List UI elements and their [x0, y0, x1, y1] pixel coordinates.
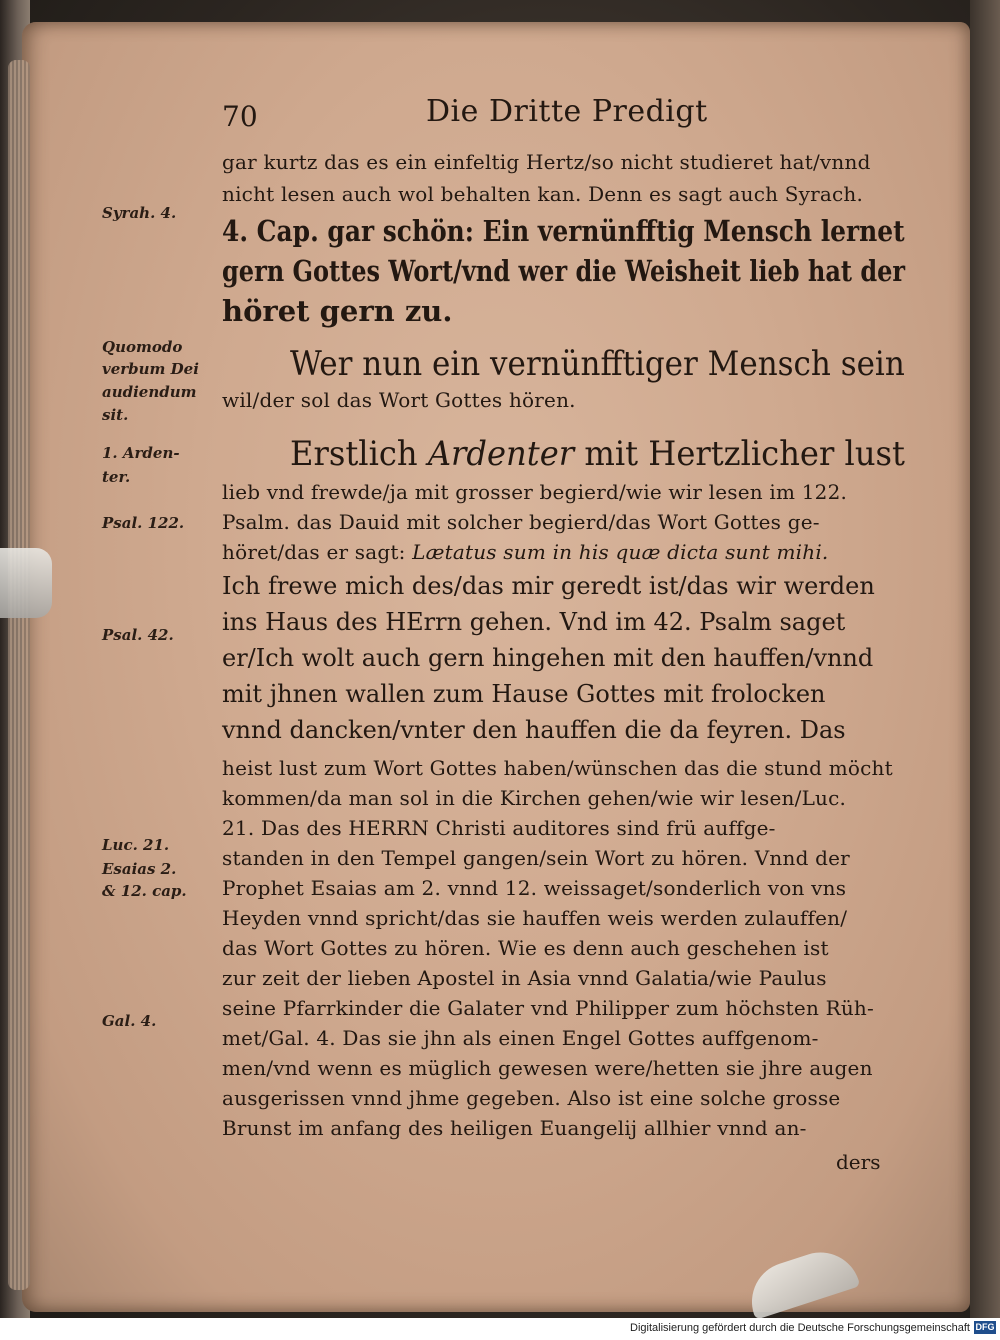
- text-line: nicht lesen auch wol behalten kan. Denn es sagt auch Syrach.: [222, 182, 864, 206]
- margin-note: audiendum: [102, 383, 197, 401]
- margin-note: Quomodo: [102, 338, 183, 356]
- text-line: er/Ich wolt auch gern hingehen mit den hauffen/vnnd: [222, 644, 874, 672]
- text-line: 21. Das des HERRN Christi auditores sind frü auffge-: [222, 816, 776, 840]
- margin-note: Luc. 21.: [102, 836, 170, 854]
- text-line: wil/der sol das Wort Gottes hören.: [222, 388, 576, 412]
- text-line: mit jhnen wallen zum Hause Gottes mit frolocken: [222, 680, 826, 708]
- dfg-logo-icon: DFG: [975, 1322, 995, 1332]
- text-line: standen in den Tempel gangen/sein Wort zu hören. Vnnd der: [222, 846, 850, 870]
- text-line: das Wort Gottes zu hören. Wie es denn auch geschehen ist: [222, 936, 829, 960]
- text-line: Ich frewe mich des/das mir geredt ist/das wir werden: [222, 572, 875, 600]
- text-line: ins Haus des HErrn gehen. Vnd im 42. Psalm saget: [222, 608, 846, 636]
- latin-word: Ardenter: [427, 434, 575, 474]
- margin-note: Esaias 2.: [102, 860, 177, 878]
- text-line: men/vnd wenn es müglich gewesen were/hetten sie jhre augen: [222, 1056, 873, 1080]
- text-line: lieb vnd frewde/ja mit grosser begierd/wie wir lesen im 122.: [222, 480, 848, 504]
- text-line: gar kurtz das es ein einfeltig Hertz/so nicht studieret hat/vnnd: [222, 150, 871, 174]
- margin-note: ter.: [102, 468, 131, 486]
- text-line: Prophet Esaias am 2. vnnd 12. weissaget/sonderlich von vns: [222, 876, 847, 900]
- text-line: Wer nun ein vernünfftiger Mensch sein: [290, 344, 905, 384]
- text-line: 4. Cap. gar schön: Ein vernünfftig Mensch lernet: [222, 214, 905, 248]
- text-line: Psalm. das Dauid mit solcher begierd/das Wort Gottes ge-: [222, 510, 820, 534]
- catchword: ders: [836, 1150, 881, 1174]
- book-right-edge: [970, 0, 1000, 1318]
- clamp-left: [0, 548, 52, 618]
- margin-note: Psal. 42.: [102, 626, 174, 644]
- text-line: Heyden vnnd spricht/das sie hauffen weis werden zulauffen/: [222, 906, 848, 930]
- margin-note: sit.: [102, 406, 129, 424]
- text-line: ausgerissen vnnd jhme gegeben. Also ist eine solche grosse: [222, 1086, 841, 1110]
- text-span: mit Hertzlicher lust: [584, 434, 905, 474]
- footer-bar: [0, 1318, 1000, 1340]
- text-line: gern Gottes Wort/vnd wer die Weisheit lieb hat der: [222, 254, 906, 288]
- text-span: Erstlich: [290, 434, 418, 474]
- text-line: [222, 540, 828, 564]
- margin-note: Syrah. 4.: [102, 204, 177, 222]
- text-line: kommen/da man sol in die Kirchen gehen/wie wir lesen/Luc.: [222, 786, 847, 810]
- text-line: heist lust zum Wort Gottes haben/wünschen das die stund möcht: [222, 756, 893, 780]
- text-line: seine Pfarrkinder die Galater vnd Philipper zum höchsten Rüh-: [222, 996, 874, 1020]
- page-number: 70: [222, 100, 258, 133]
- funding-credit: Digitalisierung gefördert durch die Deutsche Forschungsgemeinschaft: [630, 1322, 970, 1334]
- page-stack-edge: [8, 60, 30, 1290]
- text-line: [290, 434, 905, 474]
- margin-note: & 12. cap.: [102, 882, 187, 900]
- text-line: Brunst im anfang des heiligen Euangelij allhier vnnd an-: [222, 1116, 807, 1140]
- margin-note: 1. Arden-: [102, 444, 180, 462]
- text-line: met/Gal. 4. Das sie jhn als einen Engel Gottes auffgenom-: [222, 1026, 819, 1050]
- text-line: vnnd dancken/vnter den hauffen die da feyren. Das: [222, 716, 846, 744]
- margin-note: verbum Dei: [102, 360, 199, 378]
- margin-note: Psal. 122.: [102, 514, 185, 532]
- text-line: zur zeit der lieben Apostel in Asia vnnd Galatia/wie Paulus: [222, 966, 827, 990]
- text-line: höret gern zu.: [222, 294, 453, 328]
- text-span: höret/das er sagt:: [222, 540, 406, 564]
- running-head: Die Dritte Predigt: [426, 94, 708, 129]
- margin-note: Gal. 4.: [102, 1012, 157, 1030]
- latin-quote: Lætatus sum in his quæ dicta sunt mihi.: [412, 540, 829, 564]
